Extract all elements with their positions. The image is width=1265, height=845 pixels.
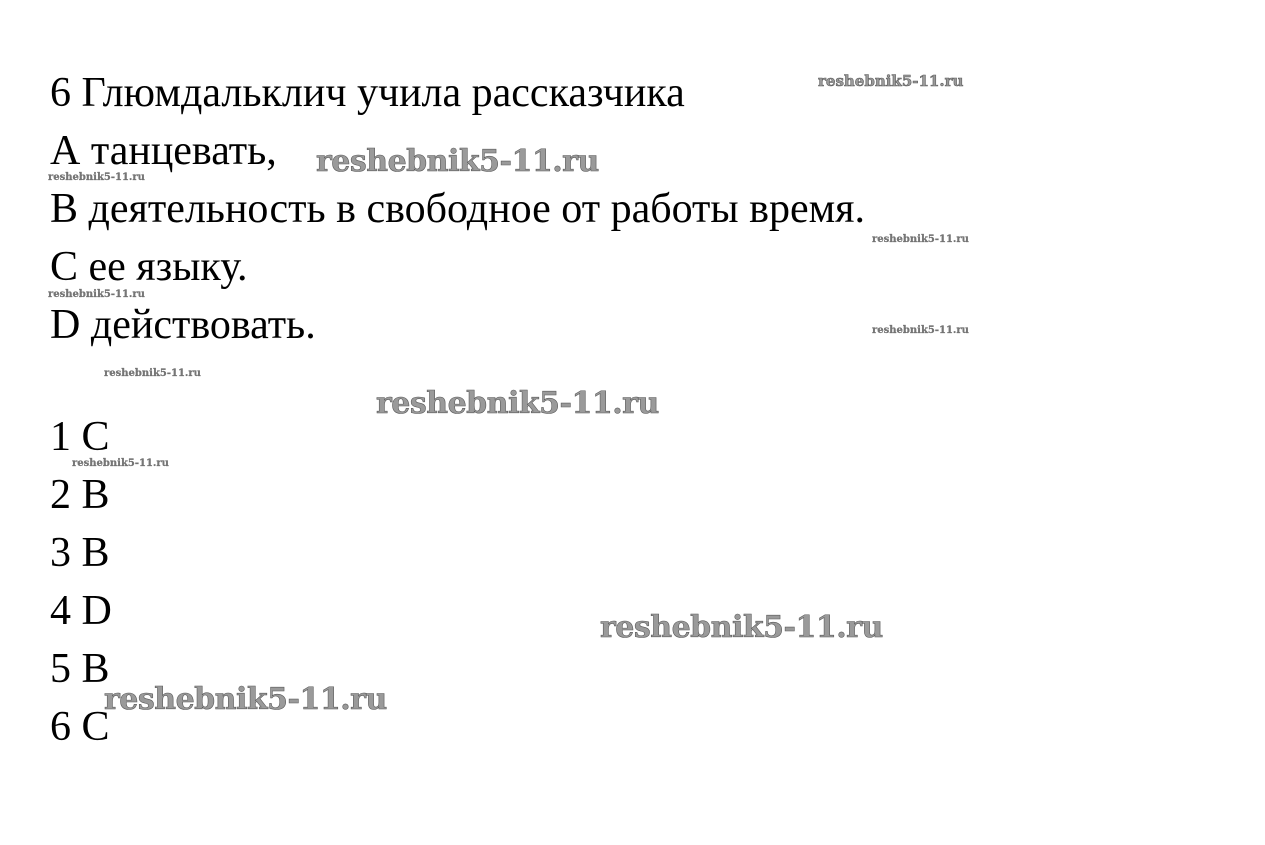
watermark: reshebnik5-11.ru	[872, 234, 969, 245]
watermark: reshebnik5-11.ru	[48, 289, 145, 300]
option-a: А танцевать,	[50, 128, 277, 174]
answer-6: 6 C	[50, 704, 110, 750]
answer-2: 2 B	[50, 472, 110, 518]
option-b: B деятельность в свободное от работы время.	[50, 186, 866, 232]
watermark: reshebnik5-11.ru	[600, 610, 883, 645]
watermark: reshebnik5-11.ru	[48, 172, 145, 183]
option-d: D действовать.	[50, 302, 316, 348]
watermark: reshebnik5-11.ru	[72, 458, 169, 469]
watermark: reshebnik5-11.ru	[376, 386, 659, 421]
question-title: 6 Глюмдальклич учила рассказчика	[50, 70, 685, 116]
answer-4: 4 D	[50, 588, 112, 634]
watermark: reshebnik5-11.ru	[316, 144, 599, 179]
watermark: reshebnik5-11.ru	[104, 682, 387, 717]
answer-5: 5 B	[50, 646, 110, 692]
watermark: reshebnik5-11.ru	[104, 368, 201, 379]
watermark: reshebnik5-11.ru	[818, 72, 964, 90]
option-c: C ее языку.	[50, 244, 248, 290]
answer-1: 1 C	[50, 414, 110, 460]
answer-3: 3 B	[50, 530, 110, 576]
watermark: reshebnik5-11.ru	[872, 325, 969, 336]
